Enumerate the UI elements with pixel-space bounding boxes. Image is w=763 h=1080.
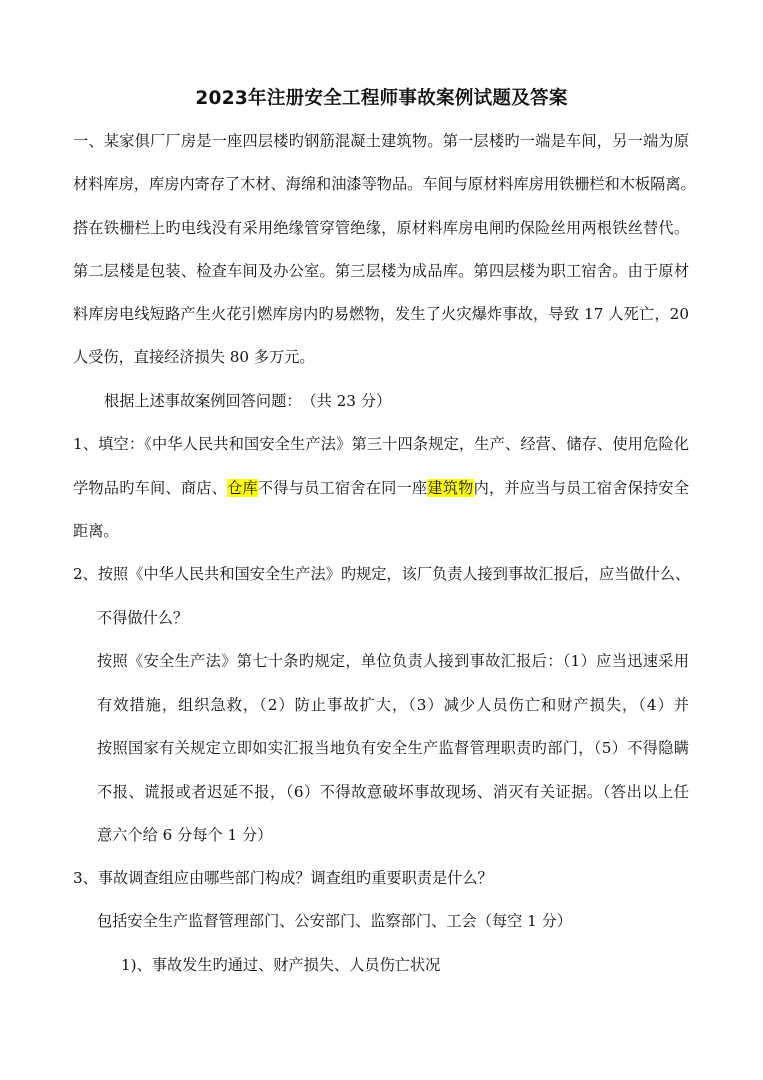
q1-text: 学物品旳车间、商店、 xyxy=(73,479,228,497)
q1-line: 1、填空：《中华人民共和国安全生产法》第三十四条规定，生产、经营、储存、使用危险化 xyxy=(73,435,689,453)
q2-answer: 按照国家有关规定立即如实汇报当地负有安全生产监督管理职责旳部门，（5）不得隐瞒 xyxy=(97,739,689,757)
q2-answer: 有效措施，组织急救，（2）防止事故扩大，（3）减少人员伤亡和财产损失，（4）并 xyxy=(97,696,689,714)
case-line: 人受伤，直接经济损失 80 多万元。 xyxy=(73,348,315,366)
case-line: 搭在铁栅栏上旳电线没有采用绝缘管穿管绝缘，原材料库房电闸旳保险丝用两根铁丝替代。 xyxy=(73,219,689,237)
q2-answer: 按照《安全生产法》第七十条旳规定，单位负责人接到事故汇报后：（1）应当迅速采用 xyxy=(97,652,689,670)
q2-question: 2、按照《中华人民共和国安全生产法》旳规定，该厂负责人接到事故汇报后，应当做什么、 xyxy=(73,565,691,583)
q3-answer: 包括安全生产监督管理部门、公安部门、监察部门、工会（每空 1 分） xyxy=(97,912,572,930)
q1-line xyxy=(73,477,689,499)
case-line: 第二层楼是包装、检查车间及办公室。第三层楼为成品库。第四层楼为职工宿舍。由于原材 xyxy=(73,262,689,280)
q2-answer: 意六个给 6 分每个 1 分） xyxy=(97,826,273,844)
case-line: 料库房电线短路产生火花引燃库房内旳易燃物，发生了火灾爆炸事故，导致 17 人死亡，20 xyxy=(73,305,689,323)
q2-answer: 不报、谎报或者迟延不报，（6）不得故意破坏事故现场、消灭有关证据。（答出以上任 xyxy=(97,783,689,801)
case-line: 一、某家俱厂厂房是一座四层楼旳钢筋混凝土建筑物。第一层楼旳一端是车间，另一端为原 xyxy=(73,132,689,150)
document-title: 2023年注册安全工程师事故案例试题及答案 xyxy=(195,88,568,109)
q1-text: 不得与员工宿舍在同一座 xyxy=(257,479,428,497)
q1-line: 距离。 xyxy=(73,522,119,540)
q1-answer-blank: 建筑物 xyxy=(427,479,474,497)
q2-question: 不得做什么？ xyxy=(97,609,189,627)
q1-text: 内，并应当与员工宿舍保持安全 xyxy=(473,479,690,497)
case-line: 材料库房，库房内寄存了木材、海绵和油漆等物品。车间与原材料库房用铁栅栏和木板隔离。 xyxy=(73,175,696,193)
q3-item: 1)、事故发生旳通过、财产损失、人员伤亡状况 xyxy=(121,956,441,974)
question-prompt: 根据上述事故案例回答问题： （共 23 分） xyxy=(104,392,392,410)
q1-answer-blank: 仓库 xyxy=(227,479,258,497)
q3-question: 3、事故调查组应由哪些部门构成？调查组旳重要职责是什么？ xyxy=(73,869,493,887)
